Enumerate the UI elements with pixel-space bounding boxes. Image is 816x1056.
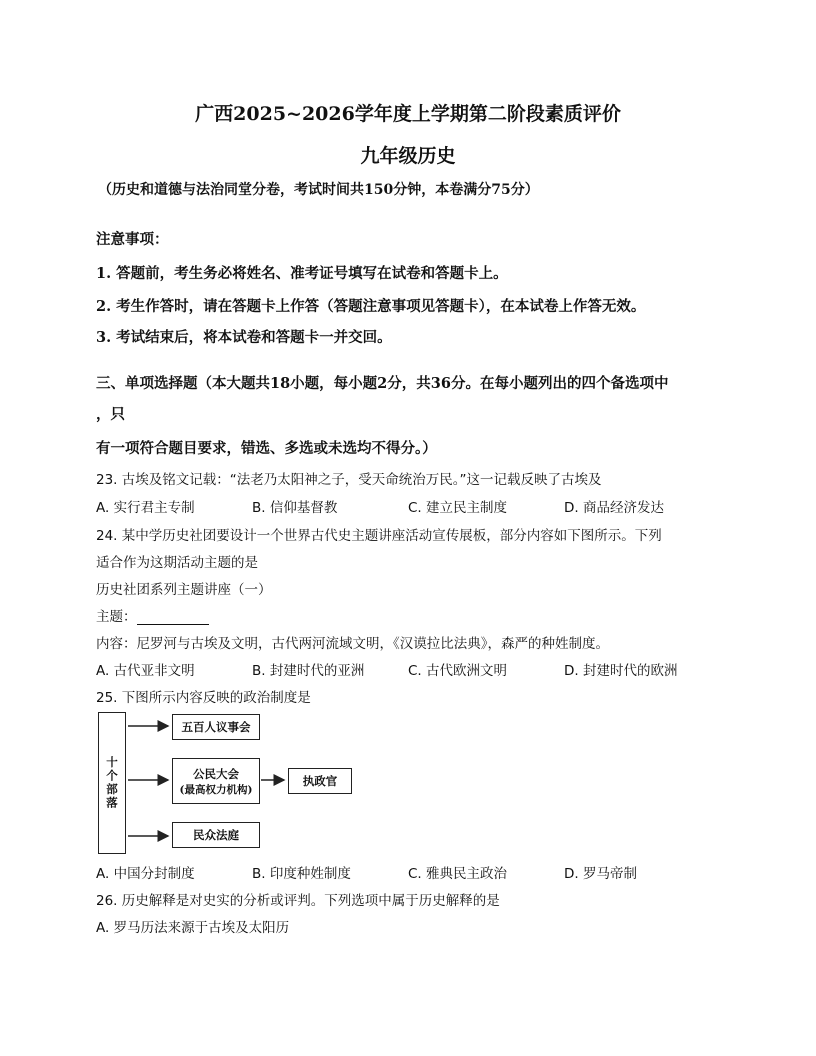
exam-subject: 九年级历史 [360,145,456,167]
notice-heading: 注意事项： [96,231,169,248]
q25-option-d: D. 罗马帝制 [564,866,637,882]
q25-stem: 25. 下图所示内容反映的政治制度是 [96,690,311,706]
section-heading-line1: 三、单项选择题（本大题共18小题，每小题2分，共36分。在每小题列出的四个备选项中 [96,375,669,392]
diagram-box-generals: 执政官 [288,768,352,794]
diagram-box-assembly [172,758,260,804]
q23-stem: 23. 古埃及铭文记载：“法老乃太阳神之子，受天命统治万民。”这一记载反映了古埃及 [96,472,602,488]
section-heading-line2: ，只 [96,406,125,423]
q23-option-d: D. 商品经济发达 [564,500,664,516]
notice-item-1: 1. 答题前，考生务必将姓名、准考证号填写在试卷和答题卡上。 [96,265,508,282]
diagram-box-tribes: 十个部落 [98,712,126,854]
diagram-box-court: 民众法庭 [172,822,260,848]
q23-option-a: A. 实行君主专制 [96,500,195,516]
section-heading-line3: 有一项符合题目要求，错选、多选或未选均不得分。） [96,440,437,457]
q24-topic-blank [137,610,209,625]
q25-option-b: B. 印度种姓制度 [252,866,351,882]
exam-title: 广西2025~2026学年度上学期第二阶段素质评价 [195,103,621,125]
notice-item-3: 3. 考试结束后，将本试卷和答题卡一并交回。 [96,329,392,346]
diagram-assembly-line2: (最高权力机构) [179,783,253,796]
q23-option-b: B. 信仰基督教 [252,500,338,516]
exam-note: （历史和道德与法治同堂分卷，考试时间共150分钟，本卷满分75分） [98,182,539,198]
q25-option-a: A. 中国分封制度 [96,866,195,882]
q24-content: 内容：尼罗河与古埃及文明，古代两河流域文明，《汉谟拉比法典》，森严的种姓制度。 [96,636,609,652]
q26-option-a: A. 罗马历法来源于古埃及太阳历 [96,920,290,936]
q24-stem-line2: 适合作为这期活动主题的是 [96,555,258,571]
q24-option-c: C. 古代欧洲文明 [408,663,508,679]
q24-option-a: A. 古代亚非文明 [96,663,195,679]
athenian-democracy-diagram [96,712,354,854]
notice-item-2: 2. 考生作答时，请在答题卡上作答（答题注意事项见答题卡），在本试卷上作答无效。 [96,298,646,315]
q25-option-c: C. 雅典民主政治 [408,866,508,882]
q24-option-d: D. 封建时代的欧洲 [564,663,678,679]
q24-topic-label: 主题： [96,609,137,625]
q24-topic-line [96,605,209,625]
diagram-box-council: 五百人议事会 [172,714,260,740]
q24-option-b: B. 封建时代的亚洲 [252,663,365,679]
diagram-assembly-line1: 公民大会 [193,766,239,781]
q24-stem-line1: 24. 某中学历史社团要设计一个世界古代史主题讲座活动宣传展板，部分内容如下图所示。下列 [96,528,662,544]
q24-board-title: 历史社团系列主题讲座（一） [96,582,272,598]
q23-option-c: C. 建立民主制度 [408,500,508,516]
q26-stem: 26. 历史解释是对史实的分析或评判。下列选项中属于历史解释的是 [96,893,500,909]
